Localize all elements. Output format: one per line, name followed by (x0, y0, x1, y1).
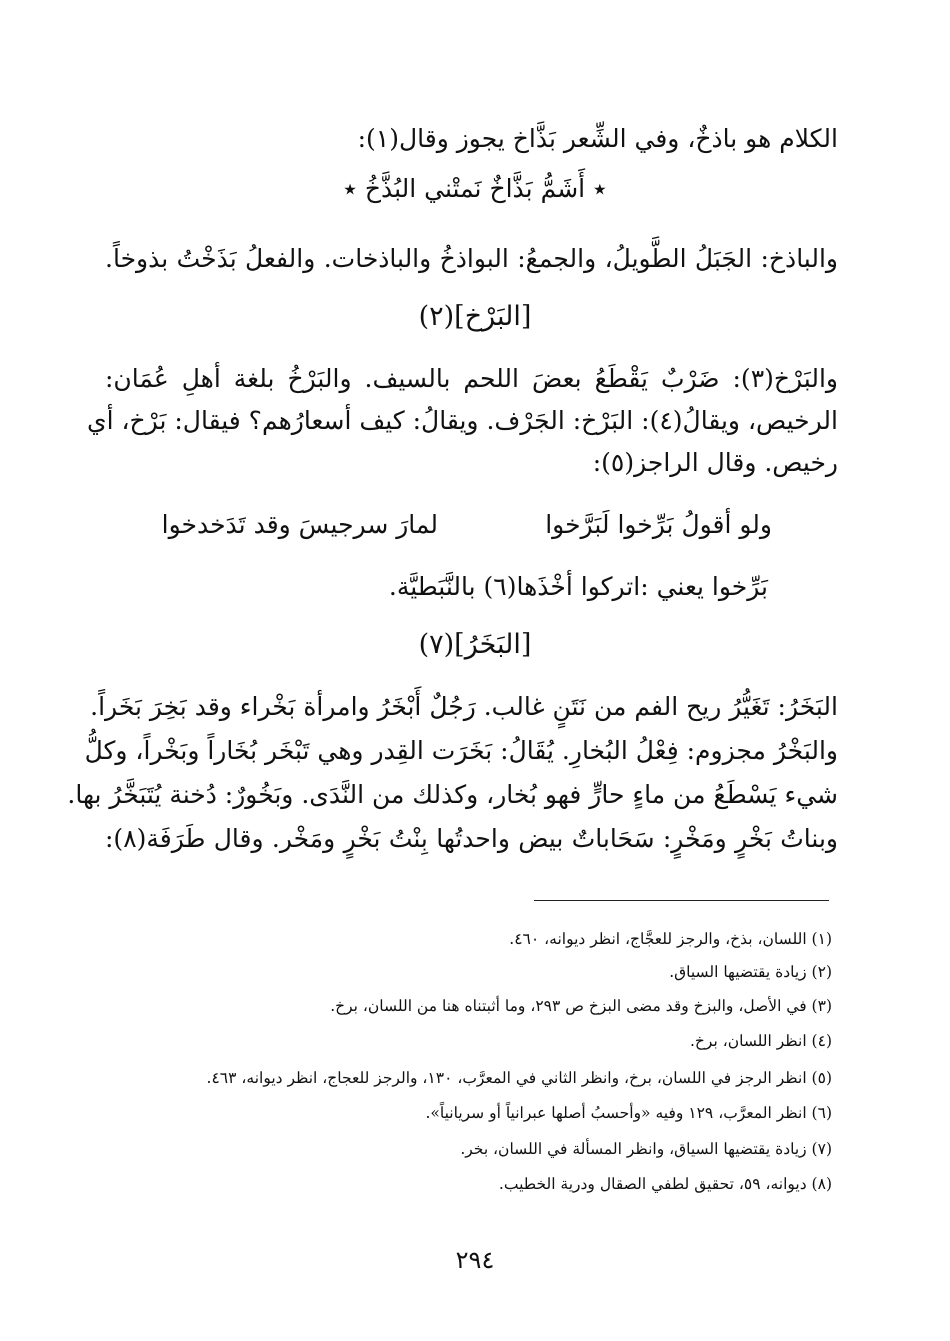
body-line: الكلام هو باذخٌ، وفي الشِّعر بَذَّاخ يجوز وقال(١): (357, 124, 838, 153)
body-line: وبناتُ بَخْرٍ ومَخْرٍ: سَحَاباتٌ بيض واحدتُها بِنْتُ بَخْرٍ ومَخْر. وقال طَرَفَة(٨): (105, 824, 838, 853)
verse-left-half: لمارَ سرجيسَ وقد تَدَخدخوا (161, 510, 438, 539)
entry-heading-bakhar: [البَخَرُ](٧) (418, 629, 532, 660)
footnote: (٣) في الأصل، والبزخ وقد مضى البزخ ص ٢٩٣، وما أثبتناه هنا من اللسان، برخ. (330, 997, 832, 1015)
body-line: والباذخ: الجَبَلُ الطَّويلُ، والجمعُ: البواذخُ والباذخات. والفعلُ بَذَخْتُ بذوخاً. (105, 244, 838, 273)
footnote: (٨) ديوانه، ٥٩، تحقيق لطفي الصقال ودرية الخطيب. (498, 1175, 832, 1193)
footnote: (٦) انظر المعرَّب، ١٢٩ وفيه «وأحسبُ أصلها عبرانياً أو سريانياً». (425, 1104, 832, 1122)
footnote-separator (534, 900, 829, 901)
footnote: (٢) زيادة يقتضيها السياق. (669, 963, 832, 981)
body-line: والبَرْخ(٣): ضَرْبٌ يَقْطَعُ بعضَ اللحم بالسيف. والبَرْخُ بلغة أهلِ عُمَان: (105, 364, 838, 393)
body-line: الرخيص، ويقالُ(٤): البَرْخ: الجَرْف. ويقالُ: كيف أسعارُهم؟ فيقال: بَرْخ، أي (87, 406, 838, 435)
body-line: بَرِّخوا يعني :اتركوا أخْذَها(٦) بالنَّبَطيَّة. (388, 572, 768, 601)
body-line: البَخَرُ: تَغَيُّرُ ريح الفم من نَتَنٍ غالب. رَجُلٌ أَبْخَرُ وامرأة بَخْراء وقد بَخِرَ بَخَراً. (90, 692, 838, 721)
body-line: شيء يَسْطَعُ من ماءٍ حارٍّ فهو بُخار، وكذلك من النَّدَى. وبَخُورٌ: دُخنة يُتَبَخَّرُ بها. (67, 780, 838, 809)
body-line: رخيص. وقال الراجز(٥): (592, 448, 838, 477)
page-number: ٢٩٤ (455, 1246, 495, 1274)
verse-hemistich: ٭ أَشَمُّ بَذَّاخٌ نَمتْني البُذَّخُ ٭ (343, 174, 607, 203)
footnote: (٧) زيادة يقتضيها السياق، وانظر المسألة في اللسان، بخر. (460, 1140, 832, 1158)
entry-heading-barkh: [البَرْخ](٢) (418, 301, 532, 332)
body-line: والبَخْرُ مجزوم: فِعْلُ البُخارِ. يُقَالُ: بَخَرَت القِدر وهي تَبْخَر بُخَاراً وبَخْراً، وكلُّ (84, 736, 838, 765)
footnote: (٤) انظر اللسان، برخ. (689, 1032, 832, 1050)
footnote: (١) اللسان، بذخ، والرجز للعجَّاج، انظر ديوانه، ٤٦٠. (509, 930, 832, 948)
verse-right-half: ولو أقولُ بَرِّخوا لَبَرَّخوا (545, 510, 772, 539)
footnote: (٥) انظر الرجز في اللسان، برخ، وانظر الثاني في المعرَّب، ١٣٠، والرجز للعجاج، انظر ديوانه، ٤٦٣. (206, 1069, 832, 1087)
